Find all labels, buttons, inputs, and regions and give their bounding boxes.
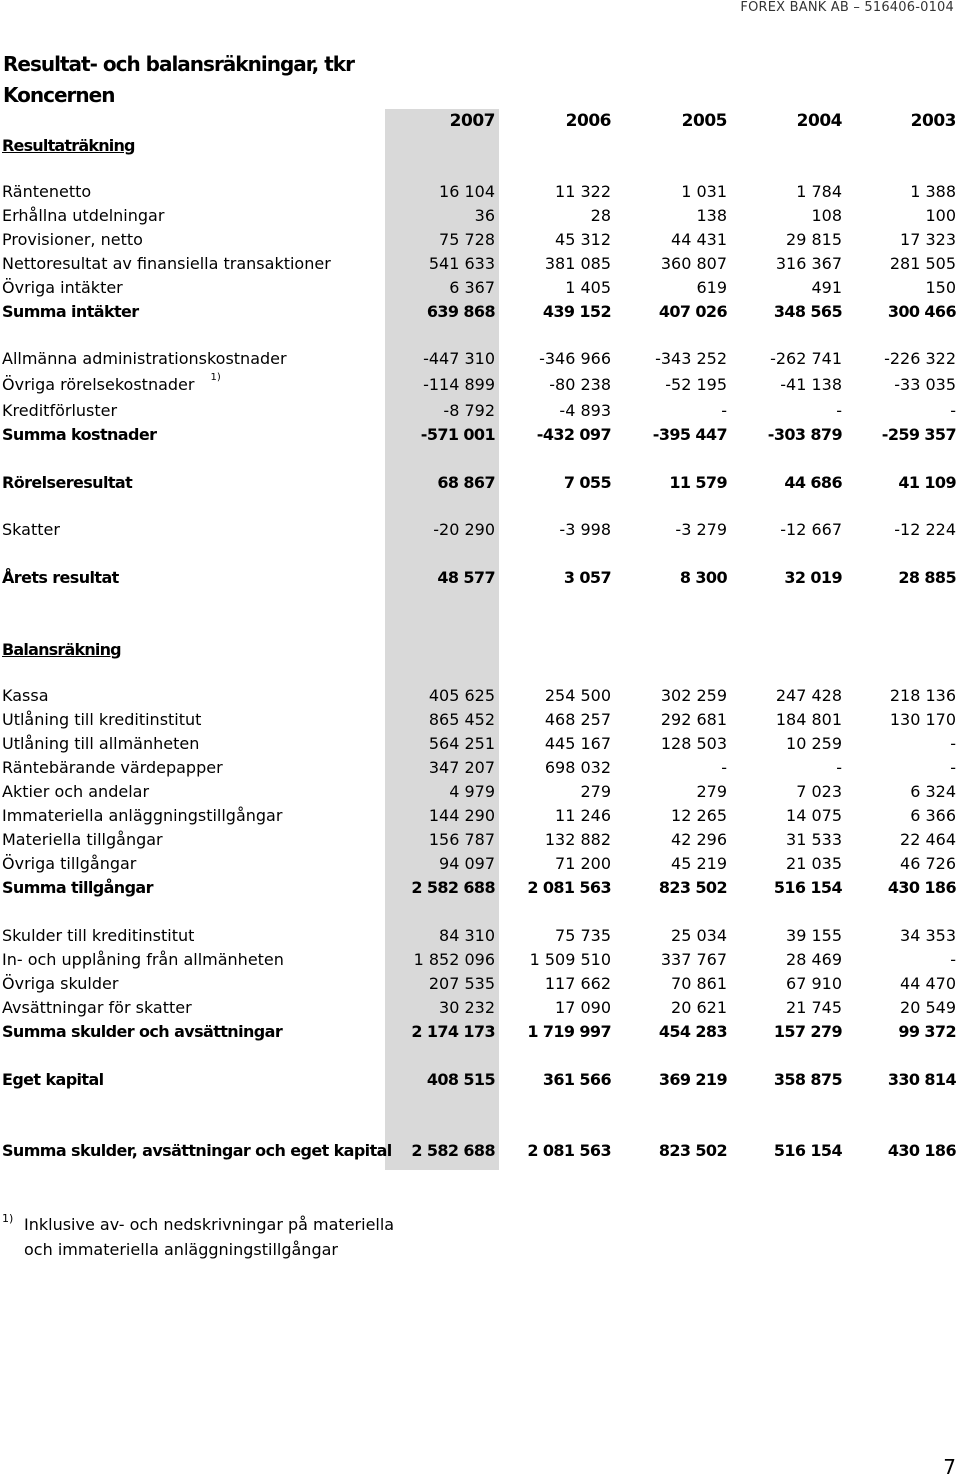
- cell-value: 247 428: [775, 686, 842, 705]
- cell-value: 184 801: [775, 710, 842, 729]
- table-row: [0, 230, 960, 252]
- row-label: Summa kostnader: [2, 425, 157, 444]
- cell-value: 1 719 997: [527, 1022, 611, 1041]
- cell-value: 207 535: [428, 974, 495, 993]
- cell-value: 8 300: [679, 568, 727, 587]
- cell-value: -114 899: [423, 375, 495, 394]
- table-row: [0, 278, 960, 300]
- cell-value: 454 283: [658, 1022, 727, 1041]
- cell-value: 11 246: [555, 806, 611, 825]
- cell-value: 516 154: [773, 878, 842, 897]
- cell-value: 302 259: [660, 686, 727, 705]
- row-label: Övriga intäkter: [2, 278, 123, 297]
- cell-value: 445 167: [544, 734, 611, 753]
- cell-value: 361 566: [542, 1070, 611, 1089]
- cell-value: 516 154: [773, 1141, 842, 1160]
- cell-value: -395 447: [652, 425, 727, 444]
- row-label: Summa skulder, avsättningar och eget kapital: [2, 1141, 392, 1160]
- cell-value: -262 741: [770, 349, 842, 368]
- table-row: [0, 974, 960, 996]
- table-row: [0, 182, 960, 204]
- page-number: 7: [943, 1455, 956, 1479]
- cell-value: 20 549: [900, 998, 956, 1017]
- page-title: Resultat- och balansräkningar, tkr: [3, 52, 354, 76]
- cell-value: 823 502: [658, 878, 727, 897]
- cell-value: 6 367: [449, 278, 495, 297]
- cell-value: 281 505: [889, 254, 956, 273]
- row-label: Årets resultat: [2, 568, 119, 587]
- cell-value: 36: [474, 206, 495, 225]
- cell-value: 41 109: [898, 473, 956, 492]
- row-label: Utlåning till allmänheten: [2, 734, 200, 753]
- table-row: [0, 401, 960, 423]
- cell-value: 44 686: [784, 473, 842, 492]
- cell-value: 28: [590, 206, 611, 225]
- cell-value: 6 324: [910, 782, 956, 801]
- table-row: [0, 758, 960, 780]
- row-label: Övriga rörelsekostnader: [2, 375, 195, 394]
- cell-value: 1 509 510: [529, 950, 611, 969]
- cell-value: 14 075: [786, 806, 842, 825]
- cell-value: -: [721, 758, 727, 777]
- cell-value: 22 464: [900, 830, 956, 849]
- cell-value: 128 503: [660, 734, 727, 753]
- cell-value: 138: [696, 206, 727, 225]
- cell-value: 1 852 096: [413, 950, 495, 969]
- footnote-ref: 1): [210, 371, 221, 383]
- cell-value: 316 367: [775, 254, 842, 273]
- cell-value: -3 279: [675, 520, 727, 539]
- cell-value: 300 466: [887, 302, 956, 321]
- year-header: 2005: [681, 111, 727, 131]
- cell-value: 48 577: [437, 568, 495, 587]
- cell-value: 2 582 688: [411, 878, 495, 897]
- cell-value: 358 875: [773, 1070, 842, 1089]
- cell-value: 698 032: [544, 758, 611, 777]
- table-row: [0, 926, 960, 948]
- cell-value: 28 885: [898, 568, 956, 587]
- cell-value: -: [836, 758, 842, 777]
- cell-value: -: [836, 401, 842, 420]
- table-row: [0, 568, 960, 590]
- cell-value: 45 312: [555, 230, 611, 249]
- cell-value: 4 979: [449, 782, 495, 801]
- table-row: [0, 1070, 960, 1092]
- row-label: Övriga tillgångar: [2, 854, 137, 873]
- cell-value: -12 224: [894, 520, 956, 539]
- cell-value: -4 893: [559, 401, 611, 420]
- row-label: Eget kapital: [2, 1070, 104, 1089]
- cell-value: 12 265: [671, 806, 727, 825]
- cell-value: 71 200: [555, 854, 611, 873]
- table-row: [0, 254, 960, 276]
- table-row: [0, 349, 960, 371]
- cell-value: 407 026: [658, 302, 727, 321]
- table-row: [0, 782, 960, 804]
- cell-value: -12 667: [780, 520, 842, 539]
- table-row: [0, 520, 960, 542]
- cell-value: 218 136: [889, 686, 956, 705]
- cell-value: 1 388: [910, 182, 956, 201]
- cell-value: -346 966: [539, 349, 611, 368]
- row-label: Kreditförluster: [2, 401, 118, 420]
- table-row: [0, 950, 960, 972]
- cell-value: 3 057: [563, 568, 611, 587]
- cell-value: 28 469: [786, 950, 842, 969]
- page-subtitle: Koncernen: [3, 83, 115, 107]
- cell-value: 46 726: [900, 854, 956, 873]
- cell-value: 2 081 563: [527, 1141, 611, 1160]
- cell-value: 75 735: [555, 926, 611, 945]
- cell-value: 1 031: [681, 182, 727, 201]
- cell-value: 369 219: [658, 1070, 727, 1089]
- cell-value: 70 861: [671, 974, 727, 993]
- row-label: Materiella tillgångar: [2, 830, 163, 849]
- table-row: [0, 1022, 960, 1044]
- cell-value: 468 257: [544, 710, 611, 729]
- cell-value: 99 372: [898, 1022, 956, 1041]
- cell-value: 491: [811, 278, 842, 297]
- year-header: 2006: [565, 111, 611, 131]
- cell-value: -303 879: [767, 425, 842, 444]
- row-label: Allmänna administrationskostnader: [2, 349, 287, 368]
- cell-value: 639 868: [426, 302, 495, 321]
- table-row: [0, 734, 960, 756]
- cell-value: 405 625: [428, 686, 495, 705]
- table-row: [0, 710, 960, 732]
- cell-value: -80 238: [549, 375, 611, 394]
- cell-value: 11 579: [669, 473, 727, 492]
- cell-value: 144 290: [428, 806, 495, 825]
- cell-value: 132 882: [544, 830, 611, 849]
- cell-value: 541 633: [428, 254, 495, 273]
- cell-value: 6 366: [910, 806, 956, 825]
- row-label: Utlåning till kreditinstitut: [2, 710, 202, 729]
- row-label: Nettoresultat av finansiella transaktioner: [2, 254, 331, 273]
- footnote-mark: 1): [2, 1212, 14, 1225]
- row-label: Aktier och andelar: [2, 782, 150, 801]
- cell-value: 2 081 563: [527, 878, 611, 897]
- cell-value: 32 019: [784, 568, 842, 587]
- cell-value: 279: [696, 782, 727, 801]
- cell-value: -: [721, 401, 727, 420]
- cell-value: 17 090: [555, 998, 611, 1017]
- cell-value: 21 035: [786, 854, 842, 873]
- cell-value: 100: [925, 206, 956, 225]
- cell-value: 1 405: [565, 278, 611, 297]
- cell-value: -20 290: [433, 520, 495, 539]
- cell-value: 439 152: [542, 302, 611, 321]
- cell-value: 34 353: [900, 926, 956, 945]
- cell-value: 45 219: [671, 854, 727, 873]
- row-label: Övriga skulder: [2, 974, 119, 993]
- cell-value: -447 310: [423, 349, 495, 368]
- cell-value: 30 232: [439, 998, 495, 1017]
- cell-value: -343 252: [655, 349, 727, 368]
- year-header: 2004: [796, 111, 842, 131]
- table-row: [0, 686, 960, 708]
- cell-value: -259 357: [881, 425, 956, 444]
- cell-value: -33 035: [894, 375, 956, 394]
- cell-value: 21 745: [786, 998, 842, 1017]
- cell-value: 279: [580, 782, 611, 801]
- row-label: Summa intäkter: [2, 302, 139, 321]
- cell-value: 44 470: [900, 974, 956, 993]
- cell-value: 29 815: [786, 230, 842, 249]
- cell-value: -: [950, 734, 956, 753]
- cell-value: -52 195: [665, 375, 727, 394]
- cell-value: -41 138: [780, 375, 842, 394]
- row-label: Avsättningar för skatter: [2, 998, 192, 1017]
- cell-value: 68 867: [437, 473, 495, 492]
- cell-value: -571 001: [420, 425, 495, 444]
- cell-value: 348 565: [773, 302, 842, 321]
- cell-value: 7 023: [796, 782, 842, 801]
- cell-value: 330 814: [887, 1070, 956, 1089]
- row-label: Rörelseresultat: [2, 473, 133, 492]
- row-label: In- och upplåning från allmänheten: [2, 950, 284, 969]
- footnote-line: Inklusive av- och nedskrivningar på materiella: [24, 1215, 395, 1234]
- cell-value: 42 296: [671, 830, 727, 849]
- cell-value: 75 728: [439, 230, 495, 249]
- cell-value: 430 186: [887, 878, 956, 897]
- row-label: Kassa: [2, 686, 49, 705]
- cell-value: 84 310: [439, 926, 495, 945]
- cell-value: 117 662: [544, 974, 611, 993]
- cell-value: 130 170: [889, 710, 956, 729]
- cell-value: 408 515: [426, 1070, 495, 1089]
- row-label: Skatter: [2, 520, 60, 539]
- cell-value: 10 259: [786, 734, 842, 753]
- page-header: FOREX BANK AB – 516406-0104: [740, 0, 954, 15]
- row-label: Räntebärande värdepapper: [2, 758, 223, 777]
- cell-value: 39 155: [786, 926, 842, 945]
- cell-value: 619: [696, 278, 727, 297]
- table-row: [0, 1141, 960, 1163]
- table-row: [0, 206, 960, 228]
- row-label: Räntenetto: [2, 182, 92, 201]
- row-label: Summa tillgångar: [2, 878, 153, 897]
- cell-value: 430 186: [887, 1141, 956, 1160]
- table-row: [0, 830, 960, 852]
- cell-value: 16 104: [439, 182, 495, 201]
- cell-value: 865 452: [428, 710, 495, 729]
- row-label: Erhållna utdelningar: [2, 206, 165, 225]
- cell-value: 11 322: [555, 182, 611, 201]
- cell-value: 7 055: [563, 473, 611, 492]
- cell-value: 337 767: [660, 950, 727, 969]
- row-label: Provisioner, netto: [2, 230, 143, 249]
- cell-value: 20 621: [671, 998, 727, 1017]
- row-label: Summa skulder och avsättningar: [2, 1022, 283, 1041]
- cell-value: 2 174 173: [411, 1022, 495, 1041]
- cell-value: -432 097: [536, 425, 611, 444]
- row-label: Immateriella anläggningstillgångar: [2, 806, 283, 825]
- cell-value: 17 323: [900, 230, 956, 249]
- cell-value: -226 322: [884, 349, 956, 368]
- table-row: [0, 302, 960, 324]
- table-row: [0, 806, 960, 828]
- cell-value: 347 207: [428, 758, 495, 777]
- cell-value: 156 787: [428, 830, 495, 849]
- table-row: [0, 371, 960, 397]
- cell-value: 1 784: [796, 182, 842, 201]
- cell-value: 108: [811, 206, 842, 225]
- cell-value: 823 502: [658, 1141, 727, 1160]
- table-row: [0, 473, 960, 495]
- cell-value: -: [950, 401, 956, 420]
- year-header: 2007: [449, 111, 495, 131]
- cell-value: 381 085: [544, 254, 611, 273]
- table-row: [0, 878, 960, 900]
- table-row: [0, 425, 960, 447]
- income-statement-heading: Resultaträkning: [2, 136, 135, 155]
- cell-value: -: [950, 950, 956, 969]
- cell-value: 67 910: [786, 974, 842, 993]
- footnote-line: och immateriella anläggningstillgångar: [24, 1240, 338, 1259]
- cell-value: -3 998: [559, 520, 611, 539]
- row-label-wrap: [2, 371, 221, 394]
- cell-value: 564 251: [428, 734, 495, 753]
- balance-sheet-heading: Balansräkning: [2, 640, 121, 659]
- cell-value: -8 792: [443, 401, 495, 420]
- cell-value: 150: [925, 278, 956, 297]
- cell-value: 2 582 688: [411, 1141, 495, 1160]
- cell-value: 25 034: [671, 926, 727, 945]
- cell-value: -: [950, 758, 956, 777]
- table-row: [0, 854, 960, 876]
- cell-value: 31 533: [786, 830, 842, 849]
- cell-value: 94 097: [439, 854, 495, 873]
- cell-value: 292 681: [660, 710, 727, 729]
- table-row: [0, 998, 960, 1020]
- cell-value: 157 279: [773, 1022, 842, 1041]
- cell-value: 44 431: [671, 230, 727, 249]
- year-header: 2003: [910, 111, 956, 131]
- cell-value: 360 807: [660, 254, 727, 273]
- cell-value: 254 500: [544, 686, 611, 705]
- row-label: Skulder till kreditinstitut: [2, 926, 195, 945]
